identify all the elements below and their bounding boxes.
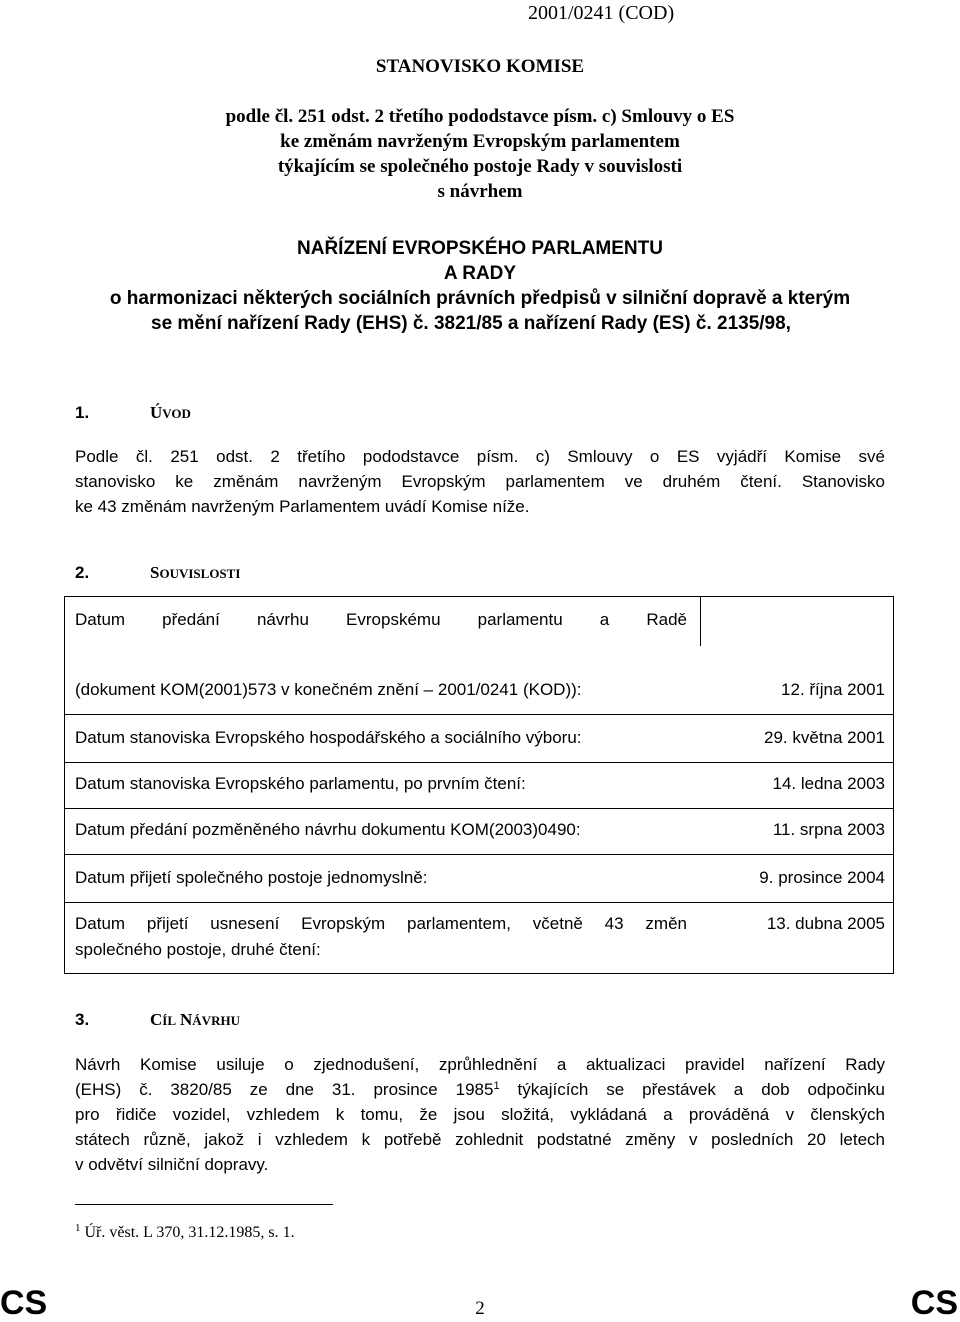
date-label: Datum předání pozměněného návrhu dokumentu KOM(2003)0490: bbox=[75, 820, 581, 839]
footnote-ref[interactable]: 1 bbox=[493, 1080, 500, 1092]
section-1-text bbox=[75, 444, 885, 519]
date-label: Datum přijetí společného postoje jednomyslně: bbox=[75, 868, 428, 887]
section-2-title: SOUVISLOSTI bbox=[150, 563, 241, 582]
row-divider bbox=[64, 762, 894, 763]
paragraph-line: státech různě, jakož i vzhledem k potřebě zohlednit podstatné změny v posledních 20 letech bbox=[75, 1130, 885, 1149]
section-3-number: 3. bbox=[75, 1010, 90, 1029]
paragraph-line: ke 43 změnám navrženým Parlamentem uvádí Komise níže. bbox=[75, 497, 530, 516]
regulation-description: se mění nařízení Rady (EHS) č. 3821/85 a nařízení Rady (ES) č. 2135/98, bbox=[151, 313, 791, 334]
date-value: 13. dubna 2005 bbox=[766, 914, 885, 933]
row-divider bbox=[64, 902, 894, 903]
paragraph-line: Návrh Komise usiluje o zjednodušení, zprůhlednění a aktualizaci pravidel nařízení Rady bbox=[75, 1055, 885, 1074]
document-subheading bbox=[60, 104, 900, 204]
footnote-text: Úř. věst. L 370, 31.12.1985, s. 1. bbox=[80, 1224, 295, 1241]
date-value: 11. srpna 2003 bbox=[772, 820, 885, 839]
table-cell-divider bbox=[700, 596, 701, 646]
language-code-right: CS bbox=[910, 1284, 958, 1322]
subheading-line: týkajícím se společného postoje Rady v souvislosti bbox=[277, 156, 683, 177]
regulation-title bbox=[80, 236, 880, 311]
section-1-title: ÚVOD bbox=[150, 403, 191, 422]
section-2-number: 2. bbox=[75, 563, 90, 582]
footnote-divider bbox=[75, 1204, 333, 1205]
date-label: Datum předání návrhu Evropskému parlamentu a Radě bbox=[75, 610, 687, 629]
subheading-line: s návrhem bbox=[437, 181, 523, 202]
date-value: 9. prosince 2004 bbox=[759, 868, 885, 887]
regulation-title-line: NAŘÍZENÍ EVROPSKÉHO PARLAMENTU bbox=[297, 238, 663, 259]
section-3-title: CÍL NÁVRHU bbox=[150, 1010, 240, 1029]
row-divider bbox=[64, 808, 894, 809]
date-value: 12. října 2001 bbox=[781, 680, 885, 699]
footnote bbox=[75, 1222, 295, 1244]
document-reference: 2001/0241 (COD) bbox=[528, 2, 675, 24]
date-label: (dokument KOM(2001)573 v konečném znění – 2001/0241 (KOD)): bbox=[75, 680, 582, 699]
date-value: 14. ledna 2003 bbox=[772, 774, 885, 793]
date-label: společného postoje, druhé čtení: bbox=[75, 940, 321, 959]
language-code-left: CS bbox=[0, 1284, 48, 1322]
footnote-marker: 1 bbox=[75, 1222, 81, 1234]
regulation-description: o harmonizaci některých sociálních právních předpisů v silniční dopravě a kterým bbox=[109, 288, 851, 309]
date-label: Datum stanoviska Evropského hospodářského a sociálního výboru: bbox=[75, 728, 582, 747]
row-divider bbox=[64, 714, 894, 715]
paragraph-line: Podle čl. 251 odst. 2 třetího pododstavce písm. c) Smlouvy o ES vyjádří Komise své bbox=[75, 447, 885, 466]
regulation-title-line: A RADY bbox=[443, 263, 517, 284]
document-heading: STANOVISKO KOMISE bbox=[375, 56, 585, 77]
date-value: 29. května 2001 bbox=[764, 728, 885, 747]
paragraph-line: pro řidiče vozidel, vzhledem k tomu, že jsou složitá, vykládaná a prováděná v členských bbox=[75, 1105, 885, 1124]
section-1-number: 1. bbox=[75, 403, 90, 422]
date-label: Datum přijetí usnesení Evropským parlamentem, včetně 43 změn bbox=[75, 914, 687, 933]
row-divider bbox=[64, 854, 894, 855]
paragraph-line: v odvětví silniční dopravy. bbox=[75, 1155, 269, 1174]
paragraph-line: (EHS) č. 3820/85 ze dne 31. prosince 1985$^1$ týkajících se přestávek a dob odpočinku bbox=[75, 1080, 885, 1099]
date-label: Datum stanoviska Evropského parlamentu, po prvním čtení: bbox=[75, 774, 526, 793]
subheading-line: podle čl. 251 odst. 2 třetího pododstavce písm. c) Smlouvy o ES bbox=[225, 106, 735, 127]
page-number: 2 bbox=[475, 1298, 485, 1319]
paragraph-line: stanovisko ke změnám navrženým Evropským parlamentem ve druhém čtení. Stanovisko bbox=[75, 472, 885, 491]
subheading-line: ke změnám navrženým Evropským parlamentem bbox=[280, 131, 680, 152]
section-3-text bbox=[75, 1052, 885, 1177]
